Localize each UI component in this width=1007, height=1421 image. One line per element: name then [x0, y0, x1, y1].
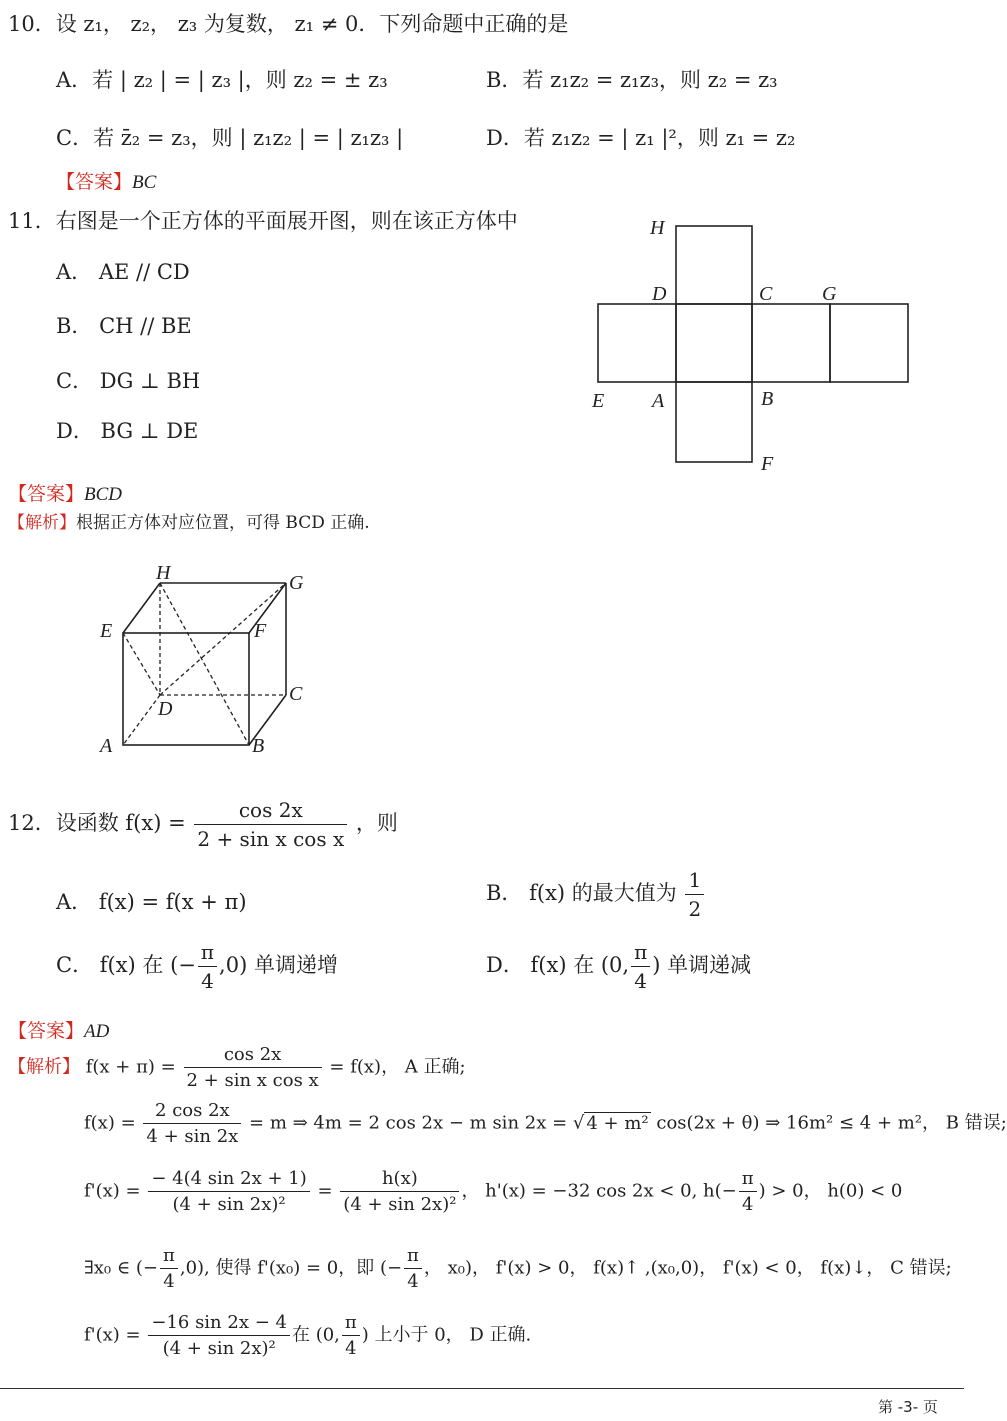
denominator: (4 + sin 2x)²: [162, 1338, 276, 1359]
q12-answer: [8, 1016, 109, 1043]
line-fraction: [143, 1100, 241, 1147]
numerator: − 4(4 sin 2x + 1): [148, 1168, 309, 1192]
numerator: π: [198, 940, 217, 967]
line-prefix: f(x + π) =: [85, 1056, 176, 1078]
option-suffix: ,0) 单调递增: [219, 953, 338, 977]
q12-analysis-line-4: [84, 1245, 952, 1292]
answer-tag: 【答案】: [8, 1020, 85, 1042]
q12-analysis-line-3: [84, 1168, 902, 1215]
denominator: 2: [688, 897, 702, 921]
line-fraction: [148, 1312, 290, 1359]
q12-analysis-line-5: [84, 1312, 531, 1359]
q10-answer: [56, 167, 156, 194]
q11-option-b: B． CH // BE: [56, 314, 192, 338]
q12-option-a: A． f(x) = f(x + π): [56, 890, 247, 914]
denominator: 4: [407, 1271, 419, 1292]
cube-label-b: B: [252, 735, 265, 757]
numerator: −16 sin 2x − 4: [148, 1312, 290, 1336]
numerator: cos 2x: [184, 1044, 322, 1068]
line-prefix: f(x) =: [84, 1112, 136, 1134]
denominator: 4: [201, 969, 214, 993]
q10-option-a: A．若 | z₂ | = | z₃ |，则 z₂ = ± z₃: [56, 68, 388, 92]
numerator: π: [342, 1312, 360, 1336]
analysis-tag: 【解析】: [8, 513, 76, 533]
answer-value: BC: [132, 172, 157, 193]
line-prefix: f'(x) =: [84, 1180, 141, 1202]
cube-label-d: D: [158, 698, 173, 720]
option-fraction: [198, 940, 217, 993]
net-square-bottom: [676, 382, 752, 462]
answer-tag: 【答案】: [56, 171, 133, 193]
numerator: 1: [685, 868, 704, 895]
net-label-e: E: [592, 390, 605, 412]
net-label-g: G: [822, 283, 837, 305]
pi-fraction: [739, 1168, 757, 1215]
cube-diagram: [90, 555, 330, 765]
denominator: 4: [741, 1194, 754, 1215]
line-suffix-2: ) > 0， h(0) < 0: [758, 1180, 903, 1202]
numerator: π: [631, 940, 650, 967]
line-suffix-1: ， h'(x) = −32 cos 2x < 0, h(−: [461, 1180, 737, 1202]
q11-option-a: A． AE // CD: [56, 260, 190, 284]
net-square-top: [676, 226, 752, 304]
q11-answer: [8, 479, 122, 506]
q12-analysis-line-2: [84, 1100, 1007, 1147]
cube-label-h: H: [156, 562, 171, 584]
pi-fraction-2: [404, 1245, 422, 1292]
footer-divider: [0, 1388, 964, 1389]
cube-net-diagram: [580, 210, 920, 475]
cube-label-e: E: [100, 620, 113, 642]
line-fraction-2: [340, 1168, 459, 1215]
option-fraction: [631, 940, 650, 993]
denominator: 2 + sin x cos x: [197, 827, 345, 851]
cube-label-c: C: [289, 683, 303, 705]
q11-option-c: C． DG ⊥ BH: [56, 369, 201, 393]
option-prefix: B． f(x) 的最大值为: [486, 881, 677, 905]
numerator: π: [404, 1245, 422, 1269]
option-prefix: D． f(x) 在 (0,: [486, 953, 630, 977]
line-suffix: = f(x)， A 正确;: [329, 1056, 466, 1078]
line-prefix: ∃x₀ ∈ (−: [84, 1257, 159, 1279]
net-square-far-right: [830, 304, 908, 382]
line-suffix: ， x₀)， f'(x) > 0， f(x)↑ ,(x₀,0)， f'(x) < 0， f(x)↓， C 错误;: [423, 1257, 952, 1279]
line-mid: = m ⇒ 4m = 2 cos 2x − m sin 2x = √: [249, 1112, 585, 1134]
stem-fraction: [194, 798, 347, 851]
answer-value: AD: [84, 1021, 110, 1042]
equals: =: [317, 1180, 333, 1202]
net-label-f: F: [761, 453, 774, 475]
pi-fraction: [342, 1312, 360, 1359]
line-fraction: [184, 1044, 322, 1091]
q10-stem: 10．设 z₁， z₂， z₃ 为复数， z₁ ≠ 0．下列命题中正确的是: [8, 12, 569, 36]
net-label-h: H: [650, 217, 665, 239]
denominator: 2 + sin x cos x: [186, 1070, 319, 1091]
stem-prefix: 12．设函数 f(x) =: [8, 811, 186, 835]
pi-fraction-1: [160, 1245, 178, 1292]
numerator: 2 cos 2x: [143, 1100, 241, 1124]
option-fraction: [685, 868, 704, 921]
q12-option-d: [486, 940, 751, 993]
q11-stem: 11．右图是一个正方体的平面展开图，则在该正方体中: [8, 209, 518, 233]
numerator: π: [739, 1168, 757, 1192]
denominator: 4: [634, 969, 648, 993]
answer-value: BCD: [84, 484, 123, 505]
q10-option-d: D．若 z₁z₂ = | z₁ |²，则 z₁ = z₂: [486, 126, 796, 150]
numerator: π: [160, 1245, 178, 1269]
line-mid: ,0), 使得 f'(x₀) = 0，即 (−: [179, 1257, 403, 1279]
numerator: h(x): [340, 1168, 459, 1192]
q11-option-d: D． BG ⊥ DE: [56, 419, 199, 443]
cube-label-g: G: [289, 572, 304, 594]
net-label-a: A: [652, 390, 665, 412]
numerator: cos 2x: [194, 798, 347, 825]
denominator: 4 + sin 2x: [146, 1126, 239, 1147]
net-square-left: [598, 304, 676, 382]
q12-option-b: [486, 868, 706, 921]
denominator: (4 + sin 2x)²: [172, 1194, 286, 1215]
q11-analysis: [8, 508, 370, 533]
net-label-b: B: [761, 388, 774, 410]
sqrt-content: 4 + m²: [586, 1112, 649, 1134]
line-suffix: ) 上小于 0， D 正确.: [361, 1324, 532, 1346]
analysis-tag: 【解析】: [8, 1056, 80, 1078]
cube-label-f: F: [254, 620, 267, 642]
page-number: 第 -3- 页: [878, 1398, 938, 1416]
line-fraction-1: [148, 1168, 309, 1215]
analysis-text: 根据正方体对应位置，可得 BCD 正确.: [76, 513, 370, 533]
denominator: 4: [345, 1338, 357, 1359]
line-suffix: cos(2x + θ) ⇒ 16m² ≤ 4 + m²， B 错误;: [656, 1112, 1007, 1134]
q12-option-c: [56, 940, 338, 993]
net-label-d: D: [652, 283, 667, 305]
q12-stem: [8, 798, 398, 851]
net-label-c: C: [759, 283, 773, 305]
line-mid: 在 (0,: [291, 1324, 340, 1346]
net-square-right: [752, 304, 830, 382]
option-suffix: ) 单调递减: [652, 953, 752, 977]
denominator: 4: [163, 1271, 175, 1292]
denominator: (4 + sin 2x)²: [343, 1194, 457, 1215]
option-prefix: C． f(x) 在 (−: [56, 953, 196, 977]
q10-option-c: C．若 z̄₂ = z₃，则 | z₁z₂ | = | z₁z₃ |: [56, 126, 404, 150]
answer-tag: 【答案】: [8, 483, 85, 505]
q10-option-b: B．若 z₁z₂ = z₁z₃，则 z₂ = z₃: [486, 68, 778, 92]
stem-suffix: ，则: [355, 811, 398, 835]
cube-label-a: A: [100, 735, 113, 757]
q12-analysis-line-1: [8, 1044, 466, 1091]
net-square-center: [676, 304, 752, 382]
line-prefix: f'(x) =: [84, 1324, 141, 1346]
